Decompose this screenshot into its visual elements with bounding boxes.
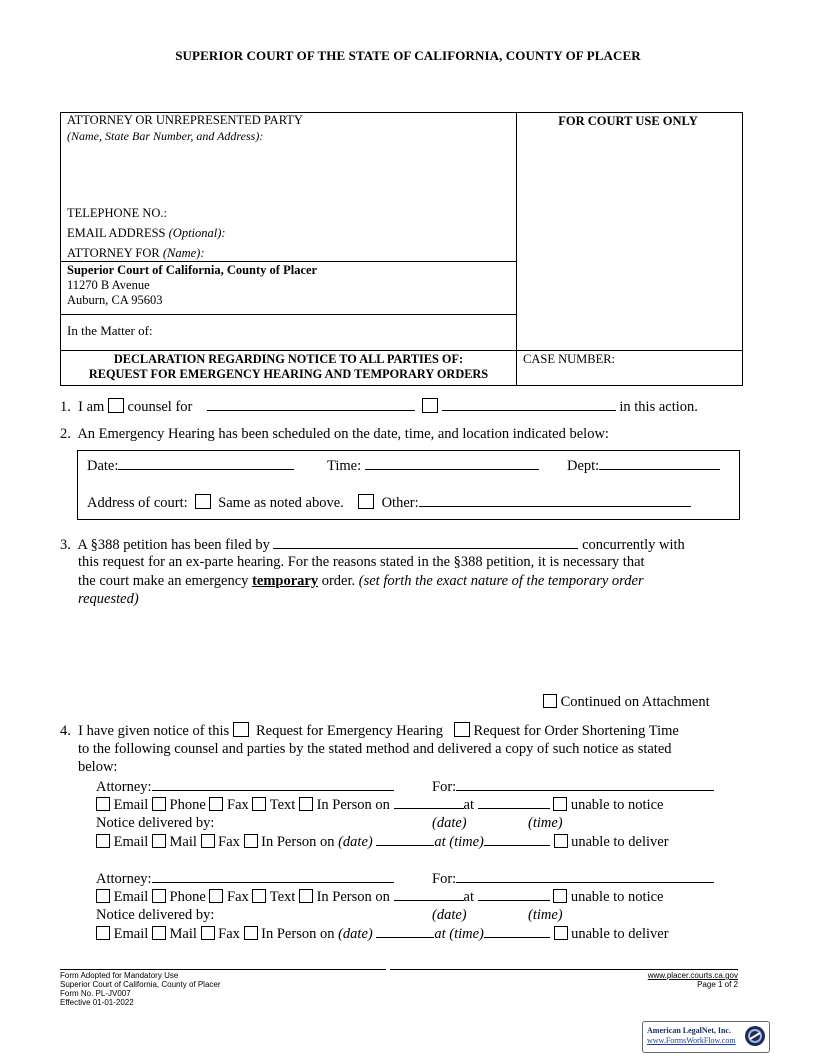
notice-methods-1: Email Phone Fax Text In Person on at unable to notice xyxy=(96,796,663,814)
fax-checkbox[interactable] xyxy=(209,797,223,811)
fax-checkbox[interactable] xyxy=(201,926,215,940)
notice-time-field[interactable] xyxy=(478,796,550,809)
unable-deliver-checkbox[interactable] xyxy=(554,834,568,848)
notice-delivered-label-2: Notice delivered by: xyxy=(96,907,215,923)
continued-checkbox[interactable] xyxy=(543,694,557,708)
mail-checkbox[interactable] xyxy=(152,834,166,848)
dept-field[interactable] xyxy=(599,457,720,470)
attorney-label: ATTORNEY OR UNREPRESENTED PARTY xyxy=(67,113,303,127)
caption-rule-3 xyxy=(60,350,742,351)
telephone-label: TELEPHONE NO.: xyxy=(67,206,167,220)
attorney-sub: (Name, State Bar Number, and Address): xyxy=(67,129,264,143)
delivery-date-field[interactable] xyxy=(376,833,434,846)
caption-rule-1 xyxy=(60,261,517,262)
item-4-line-1: 4. I have given notice of this Request for Emergency Hearing Request for Order Shortening Time xyxy=(60,723,679,739)
caption-divider xyxy=(516,112,517,385)
date-hint-1: (date) xyxy=(432,815,467,831)
item-4-line-2: to the following counsel and parties by the stated method and delivered a copy of such notice as stated xyxy=(78,741,672,757)
footer-rule-left xyxy=(60,969,386,970)
court-use-label: FOR COURT USE ONLY xyxy=(558,114,698,128)
footer-website[interactable]: www.placer.courts.ca.gov xyxy=(647,971,738,980)
attorney-field-2[interactable] xyxy=(152,870,394,883)
same-checkbox[interactable] xyxy=(195,494,211,509)
delivery-time-field[interactable] xyxy=(484,833,550,846)
time-hint-2: (time) xyxy=(528,907,563,923)
delivery-methods-1: Email Mail Fax In Person on (date) at (time) unable to deliver xyxy=(96,833,669,851)
phone-checkbox[interactable] xyxy=(152,797,166,811)
counsel-for-field[interactable] xyxy=(207,398,415,411)
matter-label: In the Matter of: xyxy=(67,323,153,338)
item-3-line-4: requested) xyxy=(78,591,139,607)
attorney-row-1: Attorney: xyxy=(96,778,394,796)
email-checkbox[interactable] xyxy=(96,926,110,940)
in-person-checkbox[interactable] xyxy=(299,797,313,811)
delivery-methods-2: Email Mail Fax In Person on (date) at (time) unable to deliver xyxy=(96,925,669,943)
caption-rule-2 xyxy=(60,314,517,315)
fax-checkbox[interactable] xyxy=(201,834,215,848)
continued-attachment: Continued on Attachment xyxy=(543,694,710,711)
emergency-hearing-checkbox[interactable] xyxy=(233,722,249,737)
for-row-2: For: xyxy=(432,870,714,888)
phone-checkbox[interactable] xyxy=(152,889,166,903)
email-label: EMAIL ADDRESS (Optional): xyxy=(67,226,226,240)
party-checkbox[interactable] xyxy=(422,398,438,413)
mail-checkbox[interactable] xyxy=(152,926,166,940)
time-hint-1: (time) xyxy=(528,815,563,831)
attorney-for-label: ATTORNEY FOR (Name): xyxy=(67,246,205,260)
item-2: 2. An Emergency Hearing has been scheduled on the date, time, and location indicated below: xyxy=(60,426,609,442)
email-checkbox[interactable] xyxy=(96,797,110,811)
hearing-dept: Dept: xyxy=(567,457,720,475)
date-field[interactable] xyxy=(118,457,294,470)
footer-page: Page 1 of 2 xyxy=(697,980,738,989)
court-city: Auburn, CA 95603 xyxy=(67,293,163,307)
unable-notice-checkbox[interactable] xyxy=(553,889,567,903)
footer-left: Form Adopted for Mandatory Use Superior Court of California, County of Placer Form No. PL-JV007 Effective 01-01-2022 xyxy=(60,971,221,1007)
time-field[interactable] xyxy=(365,457,539,470)
email-checkbox[interactable] xyxy=(96,889,110,903)
delivery-time-field[interactable] xyxy=(484,925,550,938)
fax-checkbox[interactable] xyxy=(209,889,223,903)
date-hint-2: (date) xyxy=(432,907,467,923)
hearing-time: Time: xyxy=(327,457,539,475)
notice-methods-2: Email Phone Fax Text In Person on at unable to notice xyxy=(96,888,663,906)
notice-delivered-label-1: Notice delivered by: xyxy=(96,815,215,831)
for-field-1[interactable] xyxy=(456,778,714,791)
globe-icon xyxy=(744,1025,766,1047)
counsel-checkbox[interactable] xyxy=(108,398,124,413)
item-4-line-3: below: xyxy=(78,759,118,775)
email-checkbox[interactable] xyxy=(96,834,110,848)
item-3-line-3: the court make an emergency temporary order. (set forth the exact nature of the temporary order xyxy=(78,573,644,589)
petition-filed-by-field[interactable] xyxy=(273,536,578,549)
text-checkbox[interactable] xyxy=(252,797,266,811)
item-1: 1. I am counsel for in this action. xyxy=(60,399,698,415)
footer-rule-right xyxy=(390,969,738,970)
attorney-field-1[interactable] xyxy=(152,778,394,791)
case-number-label: CASE NUMBER: xyxy=(523,352,616,366)
delivery-date-field[interactable] xyxy=(376,925,434,938)
court-street: 11270 B Avenue xyxy=(67,278,150,292)
item-3-line-2: this request for an ex-parte hearing. For the reasons stated in the §388 petition, it is necessary that xyxy=(78,554,645,570)
hearing-date-row: Date: xyxy=(87,457,294,475)
in-person-checkbox[interactable] xyxy=(244,926,258,940)
in-person-checkbox[interactable] xyxy=(244,834,258,848)
text-checkbox[interactable] xyxy=(252,889,266,903)
other-field[interactable] xyxy=(419,494,691,507)
document-title: DECLARATION REGARDING NOTICE TO ALL PARTIES OF: REQUEST FOR EMERGENCY HEARING AND TEMPORARY ORDERS xyxy=(88,352,489,381)
court-name: Superior Court of California, County of Placer xyxy=(67,263,318,277)
unable-deliver-checkbox[interactable] xyxy=(554,926,568,940)
attorney-row-2: Attorney: xyxy=(96,870,394,888)
page-title: SUPERIOR COURT OF THE STATE OF CALIFORNIA, COUNTY OF PLACER xyxy=(175,48,641,63)
court-address-row: Address of court: Same as noted above. Other: xyxy=(87,494,691,512)
item-3-line-1: 3. A §388 petition has been filed by concurrently with xyxy=(60,537,685,553)
party-field[interactable] xyxy=(442,398,616,411)
notice-time-field[interactable] xyxy=(478,888,550,901)
order-shortening-checkbox[interactable] xyxy=(454,722,470,737)
legalnet-logo[interactable]: American LegalNet, Inc. www.FormsWorkFlow.com xyxy=(642,1021,770,1053)
for-field-2[interactable] xyxy=(456,870,714,883)
for-row-1: For: xyxy=(432,778,714,796)
notice-date-field[interactable] xyxy=(394,888,464,901)
unable-notice-checkbox[interactable] xyxy=(553,797,567,811)
other-checkbox[interactable] xyxy=(358,494,374,509)
in-person-checkbox[interactable] xyxy=(299,889,313,903)
footer-right xyxy=(560,971,738,989)
notice-date-field[interactable] xyxy=(394,796,464,809)
